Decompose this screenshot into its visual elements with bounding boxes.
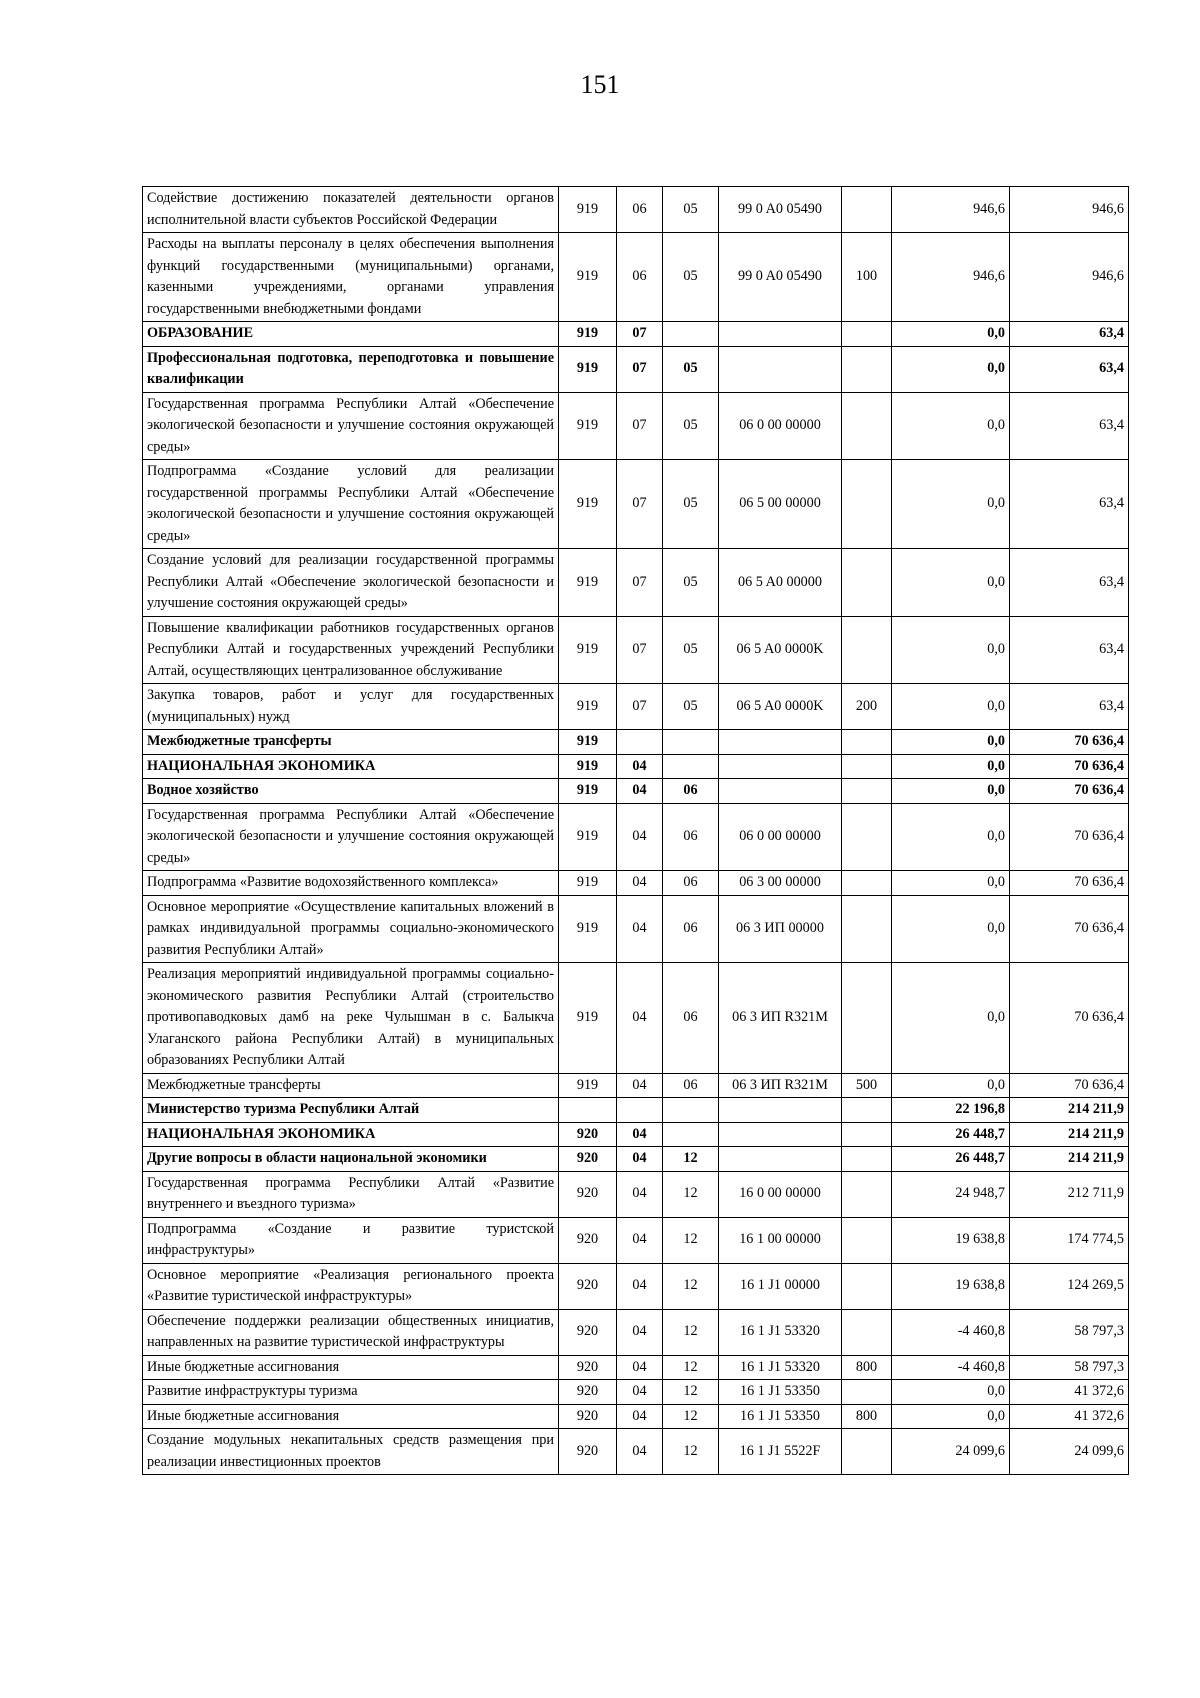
ministry-code-cell: 920 [559, 1429, 617, 1475]
expense-type-cell [842, 1380, 892, 1405]
amount-2-cell: 63,4 [1010, 549, 1129, 617]
amount-2-cell: 58 797,3 [1010, 1355, 1129, 1380]
target-article-cell: 16 1 J1 53320 [719, 1355, 842, 1380]
target-article-cell: 16 0 00 00000 [719, 1171, 842, 1217]
amount-2-cell: 212 711,9 [1010, 1171, 1129, 1217]
amount-1-cell: 946,6 [892, 233, 1010, 322]
amount-1-cell: 0,0 [892, 730, 1010, 755]
section-code-cell [617, 1098, 663, 1123]
amount-1-cell: 19 638,8 [892, 1217, 1010, 1263]
amount-2-cell: 70 636,4 [1010, 1073, 1129, 1098]
table-row [143, 779, 1129, 804]
ministry-code-cell: 919 [559, 684, 617, 730]
amount-1-cell: 0,0 [892, 871, 1010, 896]
ministry-code-cell: 919 [559, 549, 617, 617]
target-article-cell: 06 5 A0 00000 [719, 549, 842, 617]
subsection-code-cell: 06 [663, 779, 719, 804]
expense-type-cell [842, 754, 892, 779]
expense-type-cell [842, 1098, 892, 1123]
row-name-cell: НАЦИОНАЛЬНАЯ ЭКОНОМИКА [143, 754, 559, 779]
subsection-code-cell: 05 [663, 346, 719, 392]
row-name-cell: Межбюджетные трансферты [143, 1073, 559, 1098]
table-row [143, 1171, 1129, 1217]
section-code-cell: 04 [617, 754, 663, 779]
ministry-code-cell: 920 [559, 1147, 617, 1172]
section-code-cell: 04 [617, 1171, 663, 1217]
target-article-cell: 16 1 J1 53350 [719, 1380, 842, 1405]
section-code-cell: 04 [617, 779, 663, 804]
table-row [143, 1122, 1129, 1147]
expense-type-cell [842, 346, 892, 392]
amount-1-cell: 0,0 [892, 779, 1010, 804]
target-article-cell: 06 3 00 00000 [719, 871, 842, 896]
amount-2-cell: 63,4 [1010, 616, 1129, 684]
ministry-code-cell: 919 [559, 963, 617, 1074]
row-name-cell: Основное мероприятие «Реализация регионального проекта «Развитие туристической инфраструктуры» [143, 1263, 559, 1309]
table-row [143, 730, 1129, 755]
table-row [143, 322, 1129, 347]
subsection-code-cell: 06 [663, 895, 719, 963]
target-article-cell: 16 1 00 00000 [719, 1217, 842, 1263]
amount-1-cell: 0,0 [892, 549, 1010, 617]
ministry-code-cell: 920 [559, 1355, 617, 1380]
table-row [143, 1073, 1129, 1098]
ministry-code-cell: 920 [559, 1380, 617, 1405]
amount-1-cell: 22 196,8 [892, 1098, 1010, 1123]
subsection-code-cell: 06 [663, 871, 719, 896]
amount-1-cell: 0,0 [892, 460, 1010, 549]
table-row [143, 963, 1129, 1074]
row-name-cell: Обеспечение поддержки реализации общественных инициатив, направленных на развитие туристической инфраструктуры [143, 1309, 559, 1355]
target-article-cell: 06 3 ИП 00000 [719, 895, 842, 963]
target-article-cell [719, 730, 842, 755]
amount-1-cell: 24 948,7 [892, 1171, 1010, 1217]
subsection-code-cell: 05 [663, 549, 719, 617]
subsection-code-cell: 12 [663, 1404, 719, 1429]
target-article-cell: 16 1 J1 00000 [719, 1263, 842, 1309]
table-row [143, 1404, 1129, 1429]
expense-type-cell: 500 [842, 1073, 892, 1098]
row-name-cell: Реализация мероприятий индивидуальной программы социально-экономического развития Республики Алтай (строительство противопаводковых дамб на реке Чулышман в с. Балыкча Улаганского района Республики Алтай) в муниципальных образованиях Республики Алтай [143, 963, 559, 1074]
amount-2-cell: 63,4 [1010, 322, 1129, 347]
amount-1-cell: 0,0 [892, 1073, 1010, 1098]
ministry-code-cell: 920 [559, 1263, 617, 1309]
section-code-cell: 06 [617, 233, 663, 322]
amount-2-cell: 214 211,9 [1010, 1098, 1129, 1123]
subsection-code-cell [663, 730, 719, 755]
ministry-code-cell [559, 1098, 617, 1123]
table-row [143, 1380, 1129, 1405]
amount-2-cell: 24 099,6 [1010, 1429, 1129, 1475]
amount-2-cell: 63,4 [1010, 346, 1129, 392]
expense-type-cell [842, 1171, 892, 1217]
amount-2-cell: 214 211,9 [1010, 1122, 1129, 1147]
ministry-code-cell: 919 [559, 779, 617, 804]
ministry-code-cell: 919 [559, 895, 617, 963]
amount-1-cell: 0,0 [892, 392, 1010, 460]
section-code-cell: 04 [617, 1263, 663, 1309]
target-article-cell: 06 0 00 00000 [719, 803, 842, 871]
ministry-code-cell: 920 [559, 1404, 617, 1429]
target-article-cell [719, 322, 842, 347]
section-code-cell: 04 [617, 1355, 663, 1380]
row-name-cell: Государственная программа Республики Алтай «Обеспечение экологической безопасности и улучшение состояния окружающей среды» [143, 803, 559, 871]
section-code-cell: 04 [617, 1073, 663, 1098]
expense-type-cell [842, 1309, 892, 1355]
amount-1-cell: 0,0 [892, 963, 1010, 1074]
amount-2-cell: 70 636,4 [1010, 963, 1129, 1074]
subsection-code-cell: 12 [663, 1147, 719, 1172]
amount-2-cell: 174 774,5 [1010, 1217, 1129, 1263]
budget-table [142, 186, 1129, 1475]
row-name-cell: ОБРАЗОВАНИЕ [143, 322, 559, 347]
target-article-cell: 06 5 A0 0000K [719, 684, 842, 730]
expense-type-cell [842, 803, 892, 871]
row-name-cell: Министерство туризма Республики Алтай [143, 1098, 559, 1123]
expense-type-cell [842, 549, 892, 617]
target-article-cell [719, 346, 842, 392]
amount-1-cell: 946,6 [892, 187, 1010, 233]
section-code-cell: 04 [617, 895, 663, 963]
table-row [143, 346, 1129, 392]
target-article-cell: 16 1 J1 53320 [719, 1309, 842, 1355]
target-article-cell: 06 3 ИП R321M [719, 1073, 842, 1098]
row-name-cell: Иные бюджетные ассигнования [143, 1404, 559, 1429]
section-code-cell: 04 [617, 803, 663, 871]
section-code-cell: 04 [617, 871, 663, 896]
page-number: 151 [580, 70, 620, 99]
section-code-cell: 04 [617, 1122, 663, 1147]
section-code-cell: 04 [617, 963, 663, 1074]
row-name-cell: Водное хозяйство [143, 779, 559, 804]
row-name-cell: Государственная программа Республики Алтай «Развитие внутреннего и въездного туризма» [143, 1171, 559, 1217]
expense-type-cell [842, 616, 892, 684]
amount-1-cell: 19 638,8 [892, 1263, 1010, 1309]
amount-2-cell: 41 372,6 [1010, 1404, 1129, 1429]
table-row [143, 1429, 1129, 1475]
amount-2-cell: 70 636,4 [1010, 895, 1129, 963]
amount-2-cell: 70 636,4 [1010, 779, 1129, 804]
row-name-cell: Подпрограмма «Развитие водохозяйственного комплекса» [143, 871, 559, 896]
ministry-code-cell: 919 [559, 803, 617, 871]
table-row [143, 1147, 1129, 1172]
target-article-cell [719, 1098, 842, 1123]
amount-2-cell: 70 636,4 [1010, 803, 1129, 871]
ministry-code-cell: 919 [559, 871, 617, 896]
amount-1-cell: 24 099,6 [892, 1429, 1010, 1475]
amount-2-cell: 70 636,4 [1010, 730, 1129, 755]
table-row [143, 754, 1129, 779]
subsection-code-cell: 06 [663, 963, 719, 1074]
subsection-code-cell: 12 [663, 1380, 719, 1405]
subsection-code-cell: 06 [663, 1073, 719, 1098]
target-article-cell: 06 0 00 00000 [719, 392, 842, 460]
target-article-cell [719, 1122, 842, 1147]
amount-1-cell: 0,0 [892, 895, 1010, 963]
amount-2-cell: 63,4 [1010, 460, 1129, 549]
target-article-cell: 16 1 J1 53350 [719, 1404, 842, 1429]
subsection-code-cell: 12 [663, 1263, 719, 1309]
row-name-cell: Расходы на выплаты персоналу в целях обеспечения выполнения функций государственными (муниципальными) органами, казенными учреждениями, органами управления государственными внебюджетными фондами [143, 233, 559, 322]
target-article-cell: 06 5 00 00000 [719, 460, 842, 549]
amount-1-cell: 26 448,7 [892, 1147, 1010, 1172]
expense-type-cell [842, 1429, 892, 1475]
section-code-cell: 06 [617, 187, 663, 233]
subsection-code-cell [663, 1122, 719, 1147]
subsection-code-cell [663, 1098, 719, 1123]
row-name-cell: Подпрограмма «Создание и развитие туристской инфраструктуры» [143, 1217, 559, 1263]
amount-2-cell: 63,4 [1010, 392, 1129, 460]
subsection-code-cell: 05 [663, 392, 719, 460]
table-row [143, 684, 1129, 730]
target-article-cell: 99 0 A0 05490 [719, 187, 842, 233]
section-code-cell: 07 [617, 684, 663, 730]
expense-type-cell [842, 871, 892, 896]
ministry-code-cell: 919 [559, 346, 617, 392]
section-code-cell: 04 [617, 1404, 663, 1429]
row-name-cell: Межбюджетные трансферты [143, 730, 559, 755]
ministry-code-cell: 919 [559, 322, 617, 347]
ministry-code-cell: 919 [559, 730, 617, 755]
section-code-cell: 04 [617, 1217, 663, 1263]
ministry-code-cell: 919 [559, 1073, 617, 1098]
expense-type-cell [842, 1217, 892, 1263]
ministry-code-cell: 919 [559, 233, 617, 322]
amount-2-cell: 41 372,6 [1010, 1380, 1129, 1405]
row-name-cell: Другие вопросы в области национальной экономики [143, 1147, 559, 1172]
amount-1-cell: 0,0 [892, 684, 1010, 730]
target-article-cell: 99 0 A0 05490 [719, 233, 842, 322]
expense-type-cell: 100 [842, 233, 892, 322]
expense-type-cell: 800 [842, 1355, 892, 1380]
table-row [143, 549, 1129, 617]
subsection-code-cell: 12 [663, 1355, 719, 1380]
table-row [143, 460, 1129, 549]
expense-type-cell [842, 1147, 892, 1172]
row-name-cell: Содействие достижению показателей деятельности органов исполнительной власти субъектов Российской Федерации [143, 187, 559, 233]
amount-2-cell: 946,6 [1010, 187, 1129, 233]
row-name-cell: Развитие инфраструктуры туризма [143, 1380, 559, 1405]
section-code-cell: 07 [617, 616, 663, 684]
section-code-cell: 07 [617, 549, 663, 617]
expense-type-cell [842, 779, 892, 804]
ministry-code-cell: 919 [559, 460, 617, 549]
row-name-cell: Основное мероприятие «Осуществление капитальных вложений в рамках индивидуальной программы социально-экономического развития Республики Алтай» [143, 895, 559, 963]
section-code-cell: 04 [617, 1380, 663, 1405]
subsection-code-cell: 05 [663, 460, 719, 549]
target-article-cell [719, 1147, 842, 1172]
table-row [143, 803, 1129, 871]
amount-1-cell: -4 460,8 [892, 1309, 1010, 1355]
table-row [143, 187, 1129, 233]
amount-1-cell: 0,0 [892, 322, 1010, 347]
ministry-code-cell: 919 [559, 616, 617, 684]
section-code-cell: 04 [617, 1147, 663, 1172]
expense-type-cell [842, 1263, 892, 1309]
amount-1-cell: 0,0 [892, 1380, 1010, 1405]
table-row [143, 233, 1129, 322]
subsection-code-cell: 05 [663, 684, 719, 730]
amount-1-cell: 0,0 [892, 754, 1010, 779]
target-article-cell [719, 754, 842, 779]
ministry-code-cell: 919 [559, 187, 617, 233]
subsection-code-cell [663, 754, 719, 779]
amount-2-cell: 214 211,9 [1010, 1147, 1129, 1172]
ministry-code-cell: 920 [559, 1309, 617, 1355]
target-article-cell: 06 3 ИП R321M [719, 963, 842, 1074]
amount-1-cell: -4 460,8 [892, 1355, 1010, 1380]
table-row [143, 1217, 1129, 1263]
table-row [143, 1263, 1129, 1309]
row-name-cell: Создание условий для реализации государственной программы Республики Алтай «Обеспечение экологической безопасности и улучшение состояния окружающей среды» [143, 549, 559, 617]
expense-type-cell [842, 895, 892, 963]
expense-type-cell [842, 1122, 892, 1147]
amount-1-cell: 0,0 [892, 616, 1010, 684]
ministry-code-cell: 919 [559, 392, 617, 460]
subsection-code-cell: 12 [663, 1171, 719, 1217]
amount-2-cell: 70 636,4 [1010, 754, 1129, 779]
row-name-cell: Иные бюджетные ассигнования [143, 1355, 559, 1380]
amount-1-cell: 0,0 [892, 1404, 1010, 1429]
expense-type-cell [842, 460, 892, 549]
expense-type-cell [842, 392, 892, 460]
section-code-cell: 07 [617, 322, 663, 347]
table-row [143, 1355, 1129, 1380]
row-name-cell: Закупка товаров, работ и услуг для государственных (муниципальных) нужд [143, 684, 559, 730]
ministry-code-cell: 920 [559, 1171, 617, 1217]
row-name-cell: Повышение квалификации работников государственных органов Республики Алтай и государственных учреждений Республики Алтай, осуществляющих централизованное обслуживание [143, 616, 559, 684]
row-name-cell: Профессиональная подготовка, переподготовка и повышение квалификации [143, 346, 559, 392]
table-row [143, 616, 1129, 684]
section-code-cell: 07 [617, 460, 663, 549]
section-code-cell: 07 [617, 392, 663, 460]
section-code-cell: 04 [617, 1429, 663, 1475]
expense-type-cell [842, 730, 892, 755]
expense-type-cell [842, 322, 892, 347]
table-row [143, 1098, 1129, 1123]
expense-type-cell: 800 [842, 1404, 892, 1429]
row-name-cell: Подпрограмма «Создание условий для реализации государственной программы Республики Алтай «Обеспечение экологической безопасности и улучшение состояния окружающей среды» [143, 460, 559, 549]
expense-type-cell: 200 [842, 684, 892, 730]
amount-2-cell: 946,6 [1010, 233, 1129, 322]
table-row [143, 871, 1129, 896]
expense-type-cell [842, 187, 892, 233]
section-code-cell: 07 [617, 346, 663, 392]
subsection-code-cell: 05 [663, 616, 719, 684]
row-name-cell: НАЦИОНАЛЬНАЯ ЭКОНОМИКА [143, 1122, 559, 1147]
amount-1-cell: 0,0 [892, 346, 1010, 392]
subsection-code-cell [663, 322, 719, 347]
table-row [143, 895, 1129, 963]
target-article-cell [719, 779, 842, 804]
row-name-cell: Создание модульных некапитальных средств размещения при реализации инвестиционных проектов [143, 1429, 559, 1475]
section-code-cell: 04 [617, 1309, 663, 1355]
row-name-cell: Государственная программа Республики Алтай «Обеспечение экологической безопасности и улучшение состояния окружающей среды» [143, 392, 559, 460]
subsection-code-cell: 12 [663, 1217, 719, 1263]
amount-2-cell: 70 636,4 [1010, 871, 1129, 896]
ministry-code-cell: 919 [559, 754, 617, 779]
subsection-code-cell: 12 [663, 1309, 719, 1355]
target-article-cell: 16 1 J1 5522F [719, 1429, 842, 1475]
subsection-code-cell: 06 [663, 803, 719, 871]
amount-2-cell: 63,4 [1010, 684, 1129, 730]
ministry-code-cell: 920 [559, 1122, 617, 1147]
target-article-cell: 06 5 A0 0000K [719, 616, 842, 684]
section-code-cell [617, 730, 663, 755]
subsection-code-cell: 05 [663, 233, 719, 322]
amount-2-cell: 124 269,5 [1010, 1263, 1129, 1309]
amount-1-cell: 26 448,7 [892, 1122, 1010, 1147]
subsection-code-cell: 05 [663, 187, 719, 233]
amount-1-cell: 0,0 [892, 803, 1010, 871]
amount-2-cell: 58 797,3 [1010, 1309, 1129, 1355]
table-row [143, 1309, 1129, 1355]
expense-type-cell [842, 963, 892, 1074]
table-row [143, 392, 1129, 460]
subsection-code-cell: 12 [663, 1429, 719, 1475]
ministry-code-cell: 920 [559, 1217, 617, 1263]
